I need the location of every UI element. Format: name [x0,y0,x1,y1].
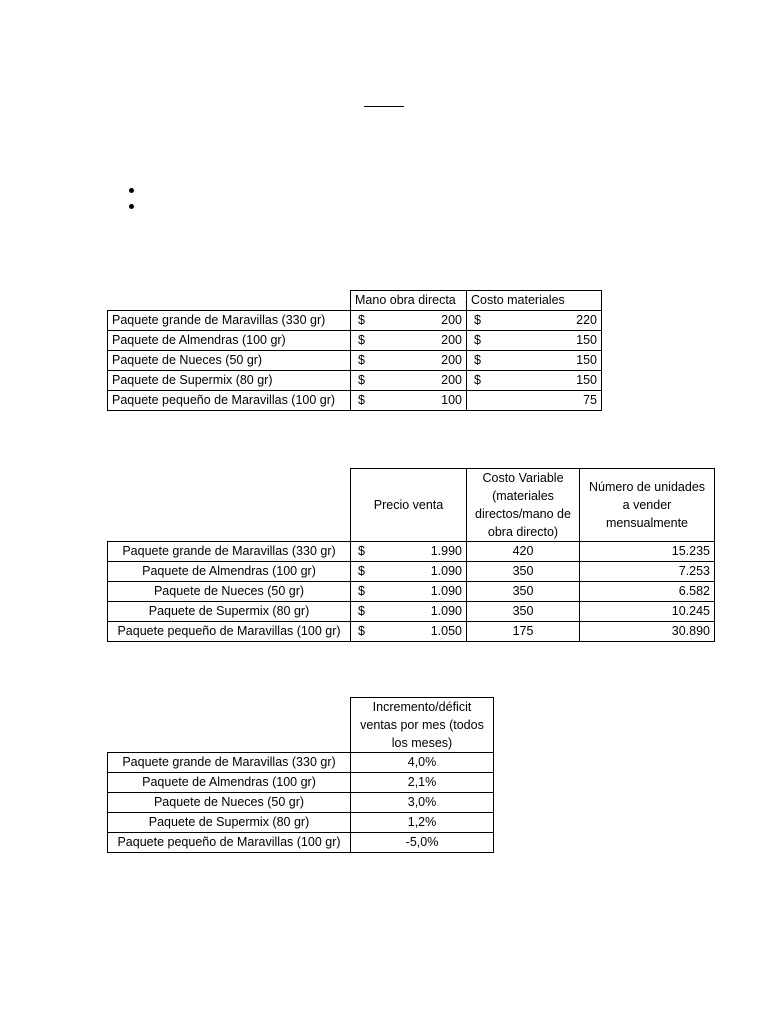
amount: 1.090 [430,584,462,598]
product-label: Paquete pequeño de Maravillas (100 gr) [108,833,351,853]
currency-symbol: $ [358,353,365,367]
costo-variable-cell: 350 [467,602,580,622]
amount: 75 [583,393,597,407]
percent-cell: 1,2% [351,813,494,833]
precio-cell [351,542,467,562]
table-row [108,562,715,582]
currency-symbol: $ [358,544,365,558]
table-row [108,773,494,793]
costo-variable-cell: 350 [467,562,580,582]
currency-symbol: $ [474,333,481,347]
amount: 1.090 [430,604,462,618]
mano-obra-cell [351,351,467,371]
unidades-cell: 6.582 [580,582,715,602]
precio-cell [351,602,467,622]
amount: 220 [576,313,597,327]
column-header: Precio venta [351,469,467,542]
sales-table [107,468,715,642]
amount: 150 [576,353,597,367]
currency-symbol: $ [358,564,365,578]
mano-obra-cell [351,371,467,391]
product-label: Paquete pequeño de Maravillas (100 gr) [108,622,351,642]
currency-symbol: $ [358,604,365,618]
currency-symbol: $ [358,584,365,598]
product-label: Paquete de Nueces (50 gr) [108,582,351,602]
currency-symbol: $ [358,313,365,327]
table-row [108,753,494,773]
bullet-point [129,204,134,209]
product-label: Paquete de Supermix (80 gr) [108,813,351,833]
amount: 1.050 [430,624,462,638]
empty-header-cell [108,698,351,753]
table-row [108,311,602,331]
product-label: Paquete grande de Maravillas (330 gr) [108,542,351,562]
column-header: Incremento/déficit ventas por mes (todos los meses) [351,698,494,753]
product-label: Paquete de Supermix (80 gr) [108,602,351,622]
amount: 200 [441,373,462,387]
bullet-point [129,188,134,193]
table-row [108,602,715,622]
mano-obra-cell [351,331,467,351]
table-row [108,391,602,411]
currency-symbol: $ [358,624,365,638]
product-label: Paquete de Almendras (100 gr) [108,562,351,582]
percent-cell: -5,0% [351,833,494,853]
unidades-cell: 7.253 [580,562,715,582]
precio-cell [351,622,467,642]
amount: 200 [441,333,462,347]
table-row [108,793,494,813]
product-label: Paquete de Nueces (50 gr) [108,793,351,813]
amount: 1.090 [430,564,462,578]
growth-table [107,697,494,853]
table-row [108,542,715,562]
product-label: Paquete pequeño de Maravillas (100 gr) [108,391,351,411]
column-header: Número de unidades a vender mensualmente [580,469,715,542]
unidades-cell: 15.235 [580,542,715,562]
amount: 200 [441,313,462,327]
table-row [108,351,602,371]
empty-header-cell [108,469,351,542]
costo-variable-cell: 420 [467,542,580,562]
table-row [108,331,602,351]
product-label: Paquete de Supermix (80 gr) [108,371,351,391]
mano-obra-cell [351,391,467,411]
product-label: Paquete de Almendras (100 gr) [108,773,351,793]
table-row [108,582,715,602]
table-header-row [108,291,602,311]
materiales-cell [467,391,602,411]
currency-symbol: $ [474,353,481,367]
empty-header-cell [108,291,351,311]
amount: 1.990 [430,544,462,558]
materiales-cell [467,371,602,391]
table-row [108,833,494,853]
currency-symbol: $ [358,333,365,347]
costo-variable-cell: 350 [467,582,580,602]
amount: 150 [576,373,597,387]
precio-cell [351,562,467,582]
table-header-row [108,698,494,753]
title-underline [364,106,404,107]
product-label: Paquete de Almendras (100 gr) [108,331,351,351]
product-label: Paquete grande de Maravillas (330 gr) [108,311,351,331]
unidades-cell: 10.245 [580,602,715,622]
materiales-cell [467,331,602,351]
product-label: Paquete de Nueces (50 gr) [108,351,351,371]
column-header: Mano obra directa [351,291,467,311]
currency-symbol: $ [474,373,481,387]
table-header-row [108,469,715,542]
currency-symbol: $ [358,373,365,387]
table-row [108,371,602,391]
cost-table [107,290,602,411]
mano-obra-cell [351,311,467,331]
unidades-cell: 30.890 [580,622,715,642]
materiales-cell [467,351,602,371]
precio-cell [351,582,467,602]
currency-symbol: $ [474,313,481,327]
currency-symbol: $ [358,393,365,407]
amount: 100 [441,393,462,407]
amount: 200 [441,353,462,367]
materiales-cell [467,311,602,331]
costo-variable-cell: 175 [467,622,580,642]
percent-cell: 4,0% [351,753,494,773]
column-header: Costo Variable (materiales directos/mano de obra directo) [467,469,580,542]
product-label: Paquete grande de Maravillas (330 gr) [108,753,351,773]
percent-cell: 2,1% [351,773,494,793]
table-row [108,622,715,642]
amount: 150 [576,333,597,347]
column-header: Costo materiales [467,291,602,311]
table-row [108,813,494,833]
percent-cell: 3,0% [351,793,494,813]
